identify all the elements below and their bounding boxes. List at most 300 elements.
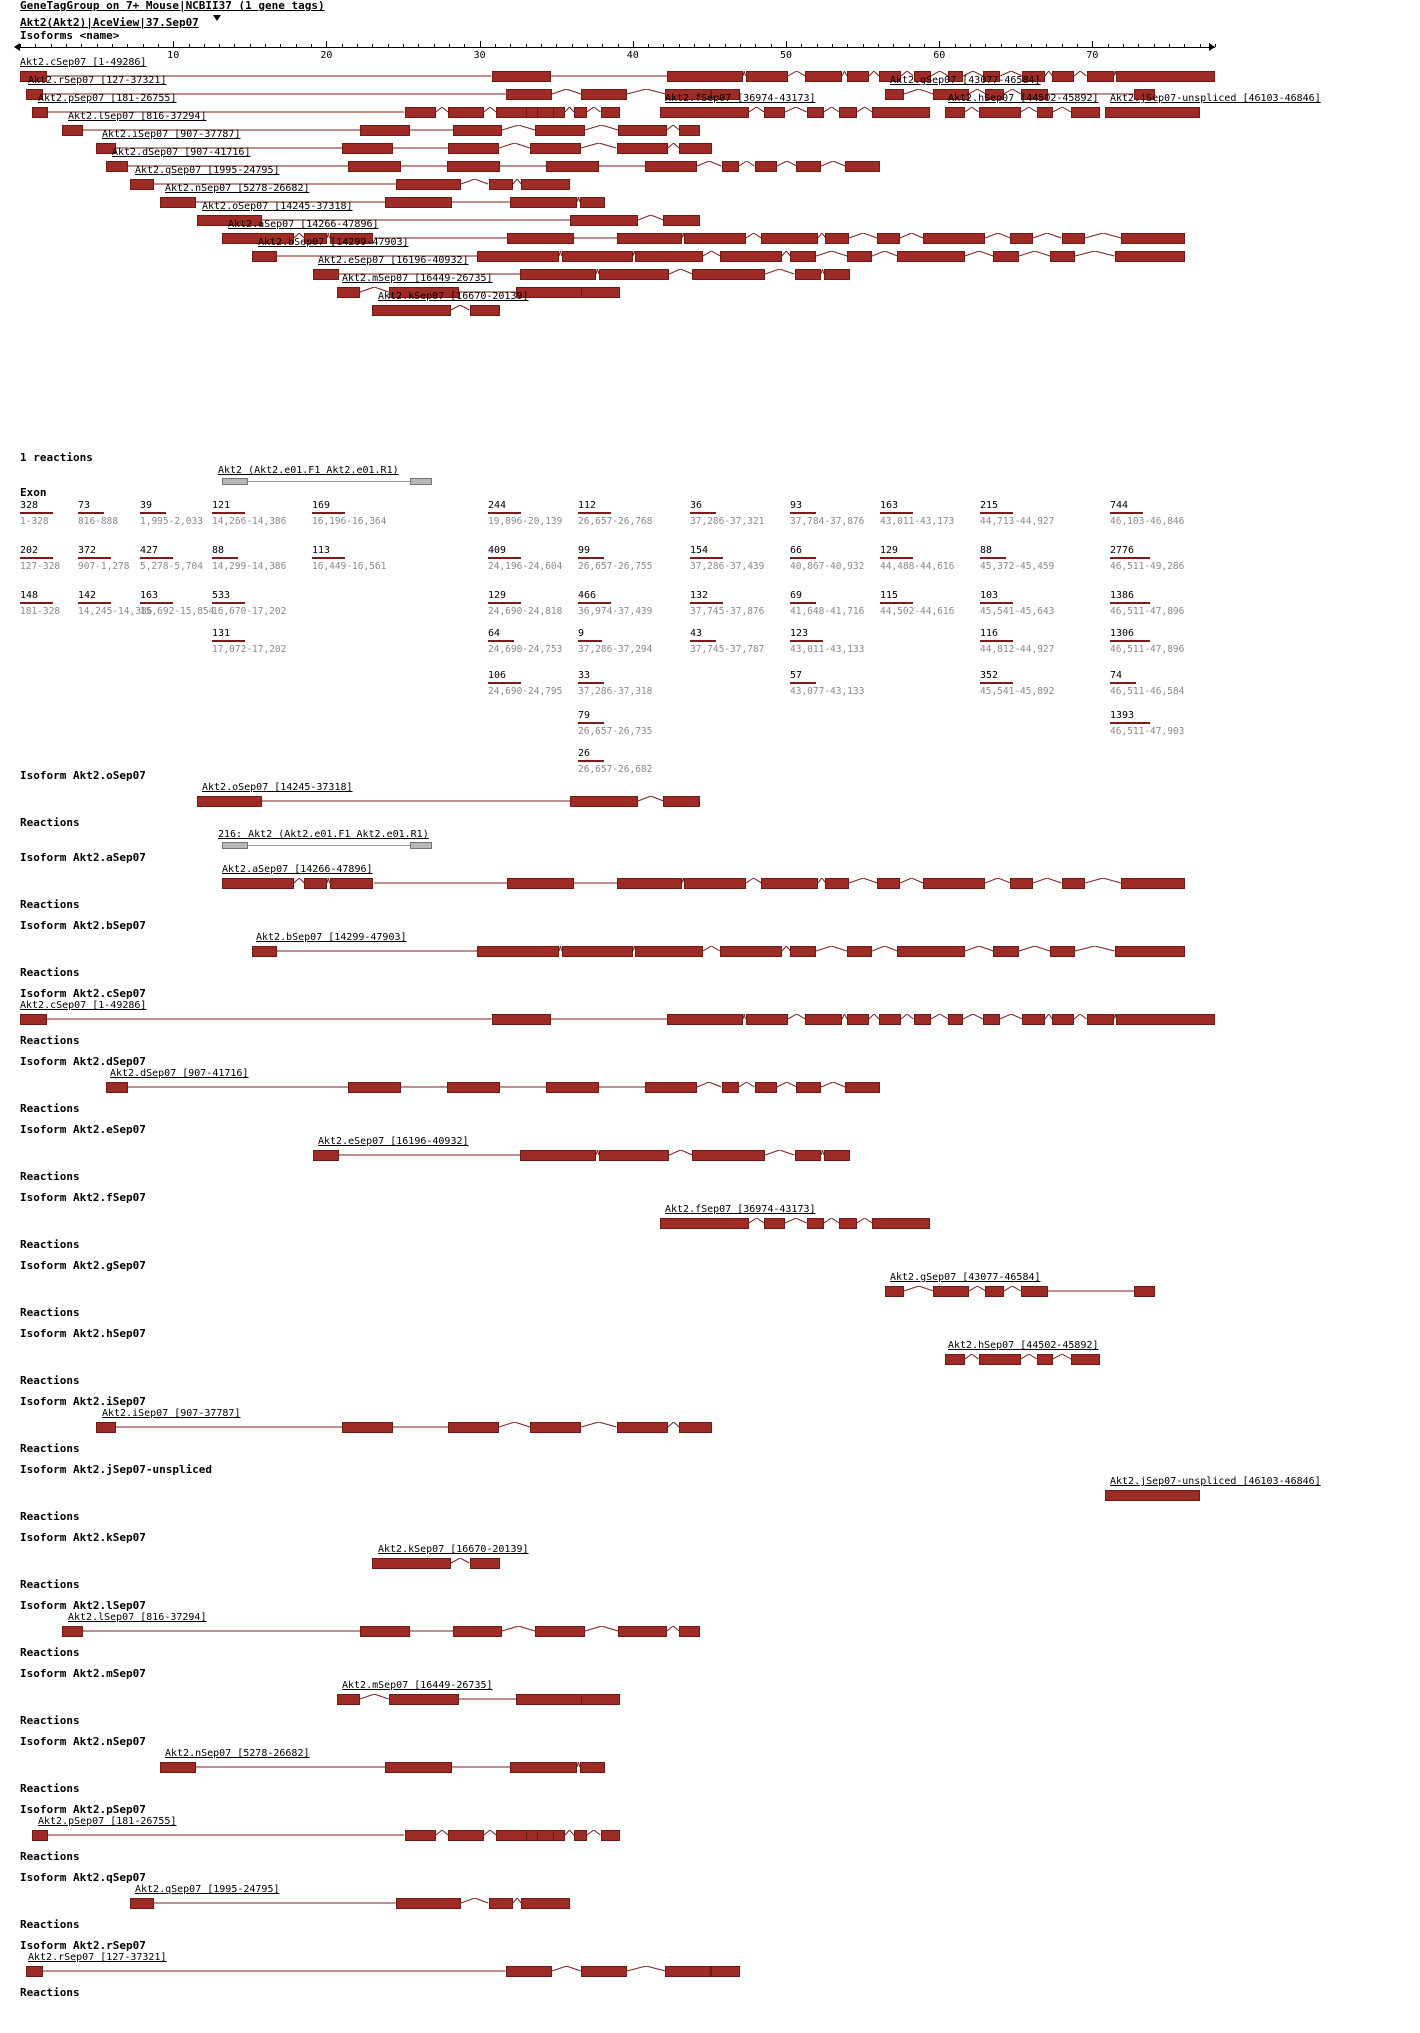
exon-box[interactable]	[983, 1014, 1000, 1025]
exon-box[interactable]	[618, 1626, 667, 1637]
exon-box[interactable]	[530, 1422, 581, 1433]
exon-box[interactable]	[1087, 1014, 1114, 1025]
exon-box[interactable]	[847, 251, 872, 262]
isoform-label[interactable]: Akt2.bSep07 [14299-47903]	[258, 237, 409, 248]
exon-box[interactable]	[635, 251, 703, 262]
exon-box[interactable]	[1052, 71, 1074, 82]
exon-box[interactable]	[645, 161, 698, 172]
exon-box[interactable]	[535, 125, 584, 136]
isoform-track[interactable]	[372, 304, 500, 317]
exon-box[interactable]	[993, 251, 1018, 262]
exon-box[interactable]	[722, 1082, 740, 1093]
exon-box[interactable]	[580, 197, 605, 208]
exon-box[interactable]	[805, 71, 842, 82]
exon-box[interactable]	[948, 1014, 963, 1025]
intron-line	[436, 107, 448, 113]
exon-box[interactable]	[847, 946, 872, 957]
exon-box[interactable]	[1050, 946, 1075, 957]
exon-box[interactable]	[570, 215, 638, 226]
exon-box[interactable]	[448, 107, 484, 118]
exon-box[interactable]	[521, 179, 570, 190]
isoform-label[interactable]: Akt2.lSep07 [816-37294]	[68, 1612, 207, 1623]
exon-box[interactable]	[645, 1082, 698, 1093]
exon-coordinates: 37,745-37,876	[690, 606, 765, 617]
exon-box[interactable]	[914, 1014, 931, 1025]
exon-box[interactable]	[993, 946, 1018, 957]
isoform-track[interactable]	[945, 106, 1100, 119]
exon-box[interactable]	[1052, 1014, 1074, 1025]
exon-box[interactable]	[20, 1014, 47, 1025]
exon-box[interactable]	[252, 946, 277, 957]
isoform-label[interactable]: Akt2.cSep07 [1-49286]	[20, 1000, 147, 1011]
exon-box[interactable]	[945, 107, 965, 118]
exon-box[interactable]	[222, 878, 294, 889]
isoform-label[interactable]: Akt2.gSep07 [43077-46584]	[890, 75, 1041, 86]
exon-box[interactable]	[1105, 1490, 1200, 1501]
exon-box[interactable]	[845, 161, 880, 172]
exon-coordinates: 44,488-44,616	[880, 561, 955, 572]
isoform-track[interactable]	[160, 1761, 605, 1774]
isoform-track[interactable]	[337, 1693, 620, 1706]
intron-line	[965, 1354, 978, 1360]
isoform-label[interactable]: Akt2.pSep07 [181-26755]	[38, 93, 177, 104]
exon-box[interactable]	[1121, 878, 1185, 889]
exon-box[interactable]	[526, 1830, 538, 1841]
isoform-label[interactable]: Akt2.iSep07 [907-37787]	[102, 129, 241, 140]
exon-box[interactable]	[489, 179, 513, 190]
exon-box[interactable]	[945, 1354, 965, 1365]
isoform-track[interactable]	[945, 1353, 1100, 1366]
exon-box[interactable]	[635, 946, 703, 957]
exon-coordinates: 24,690-24,818	[488, 606, 563, 617]
exon-box[interactable]	[1010, 233, 1033, 244]
exon-box[interactable]	[1121, 233, 1185, 244]
exon-box[interactable]	[790, 946, 815, 957]
isoform-track[interactable]	[130, 1897, 570, 1910]
exon-box[interactable]	[348, 161, 401, 172]
isoform-label[interactable]: Akt2.fSep07 [36974-43173]	[665, 1204, 816, 1215]
exon-box[interactable]	[342, 143, 393, 154]
reaction-label[interactable]: 216: Akt2 (Akt2.e01.F1 Akt2.e01.R1)	[218, 829, 429, 840]
exon-box[interactable]	[510, 1762, 577, 1773]
isoform-track[interactable]	[20, 1013, 1215, 1026]
exon-box[interactable]	[546, 161, 599, 172]
exon-box[interactable]	[32, 107, 48, 118]
exon-box[interactable]	[360, 125, 409, 136]
intron-line	[452, 1762, 510, 1768]
exon-box[interactable]	[617, 143, 668, 154]
isoform-track[interactable]	[660, 1217, 930, 1230]
exon-box[interactable]	[372, 305, 451, 316]
exon-box[interactable]	[679, 1422, 712, 1433]
exon-box[interactable]	[570, 796, 638, 807]
exon-box[interactable]	[32, 1830, 48, 1841]
exon-box[interactable]	[923, 878, 985, 889]
exon-box[interactable]	[807, 107, 824, 118]
intron-line	[1074, 71, 1086, 77]
exon-box[interactable]	[665, 1966, 711, 1977]
exon-box[interactable]	[1115, 251, 1185, 262]
intron-line	[277, 946, 477, 952]
exon-box[interactable]	[26, 1966, 43, 1977]
exon-box[interactable]	[62, 1626, 83, 1637]
exon-box[interactable]	[106, 161, 128, 172]
exon-box[interactable]	[761, 233, 817, 244]
exon-box[interactable]	[492, 1014, 551, 1025]
exon-box[interactable]	[581, 1966, 627, 1977]
exon-box[interactable]	[562, 251, 632, 262]
exon-box[interactable]	[923, 233, 985, 244]
isoform-track[interactable]	[197, 795, 700, 808]
exon-box[interactable]	[448, 1422, 499, 1433]
intron-line	[1019, 251, 1050, 257]
exon-box[interactable]	[506, 1966, 552, 1977]
exon-box[interactable]	[979, 1354, 1022, 1365]
exon-box[interactable]	[825, 233, 848, 244]
intron-line	[552, 1966, 581, 1972]
exon-box[interactable]	[396, 1898, 461, 1909]
intron-line	[816, 946, 847, 952]
exon-box[interactable]	[510, 197, 577, 208]
exon-box[interactable]	[405, 1830, 436, 1841]
exon-box[interactable]	[553, 1830, 565, 1841]
exon-box[interactable]	[389, 1694, 459, 1705]
intron-line	[669, 1150, 692, 1156]
exon-box[interactable]	[825, 878, 848, 889]
exon-coordinates: 16,670-17,202	[212, 606, 287, 617]
exon-box[interactable]	[1134, 1286, 1155, 1297]
exon-box[interactable]	[396, 179, 461, 190]
isoform-track[interactable]	[372, 1557, 500, 1570]
exon-box[interactable]	[824, 1150, 850, 1161]
isoform-label[interactable]: Akt2.fSep07 [36974-43173]	[665, 93, 816, 104]
exon-box[interactable]	[581, 287, 620, 298]
exon-box[interactable]	[197, 796, 262, 807]
exon-box[interactable]	[562, 946, 632, 957]
isoform-label[interactable]: Akt2.bSep07 [14299-47903]	[256, 932, 407, 943]
isoform-track[interactable]	[222, 877, 1185, 890]
exon-box[interactable]	[130, 1898, 154, 1909]
isoform-label[interactable]: Akt2.kSep07 [16670-20139]	[378, 291, 529, 302]
exon-box[interactable]	[1022, 1014, 1044, 1025]
exon-box[interactable]	[1105, 107, 1200, 118]
exon-box[interactable]	[872, 1218, 930, 1229]
exon-box[interactable]	[1062, 233, 1085, 244]
exon-box[interactable]	[885, 89, 904, 100]
isoform-label[interactable]: Akt2.mSep07 [16449-26735]	[342, 273, 493, 284]
exon-box[interactable]	[824, 269, 850, 280]
isoform-label[interactable]: Akt2.jSep07-unspliced [46103-46846]	[1110, 93, 1321, 104]
isoform-label[interactable]: Akt2.hSep07 [44502-45892]	[948, 1340, 1099, 1351]
exon-box[interactable]	[348, 1082, 401, 1093]
exon-box[interactable]	[618, 125, 667, 136]
exon-box[interactable]	[660, 1218, 749, 1229]
exon-coordinates: 127-328	[20, 561, 61, 572]
exon-box[interactable]	[62, 125, 83, 136]
exon-box[interactable]	[1021, 1286, 1048, 1297]
isoform-track[interactable]	[1105, 1489, 1200, 1502]
isoform-label[interactable]: Akt2.rSep07 [127-37321]	[28, 1952, 167, 1963]
exon-box[interactable]	[470, 1558, 500, 1569]
reaction-primer-box[interactable]	[222, 842, 248, 849]
exon-box[interactable]	[722, 161, 740, 172]
reactions-subheading: Reactions	[20, 816, 80, 829]
exon-coordinates: 16,449-16,561	[312, 561, 387, 572]
isoform-label[interactable]: Akt2.eSep07 [16196-40932]	[318, 255, 469, 266]
exon-box[interactable]	[795, 1150, 821, 1161]
exon-box[interactable]	[448, 143, 499, 154]
intron-line	[668, 143, 679, 149]
isoform-label[interactable]: Akt2.oSep07 [14245-37318]	[202, 201, 353, 212]
exon-box[interactable]	[574, 107, 587, 118]
exon-box[interactable]	[1062, 878, 1085, 889]
exon-box[interactable]	[520, 269, 596, 280]
intron-line	[901, 1014, 913, 1020]
exon-box[interactable]	[96, 1422, 116, 1433]
chevron-down-icon[interactable]	[213, 15, 221, 21]
isoform-track[interactable]	[32, 1829, 620, 1842]
exon-box[interactable]	[405, 107, 436, 118]
exon-box[interactable]	[684, 878, 746, 889]
isoform-label[interactable]: Akt2.qSep07 [1995-24795]	[135, 165, 280, 176]
isoform-label[interactable]: Akt2.pSep07 [181-26755]	[38, 1816, 177, 1827]
exon-box[interactable]	[160, 197, 196, 208]
exon-box[interactable]	[761, 878, 817, 889]
isoform-label[interactable]: Akt2.iSep07 [907-37787]	[102, 1408, 241, 1419]
exon-box[interactable]	[601, 1830, 620, 1841]
exon-box[interactable]	[535, 1626, 584, 1637]
exon-box[interactable]	[897, 946, 965, 957]
exon-box[interactable]	[489, 1898, 513, 1909]
exon-box[interactable]	[796, 161, 820, 172]
exon-box[interactable]	[795, 269, 821, 280]
isoform-label[interactable]: Akt2.rSep07 [127-37321]	[28, 75, 167, 86]
isoform-section-heading: Isoform Akt2.nSep07	[20, 1735, 146, 1748]
exon-box[interactable]	[337, 287, 360, 298]
exon-box[interactable]	[492, 71, 551, 82]
exon-box[interactable]	[360, 1626, 409, 1637]
exon-box[interactable]	[385, 1762, 452, 1773]
exon-coordinates: 46,511-49,286	[1110, 561, 1185, 572]
exon-box[interactable]	[160, 1762, 196, 1773]
exon-box[interactable]	[1116, 1014, 1215, 1025]
exon-box[interactable]	[130, 179, 154, 190]
exon-box[interactable]	[521, 1898, 570, 1909]
exon-box[interactable]	[720, 251, 782, 262]
isoform-track[interactable]	[885, 1285, 1155, 1298]
exon-box[interactable]	[313, 1150, 339, 1161]
exon-box[interactable]	[507, 878, 574, 889]
isoform-track[interactable]	[1105, 106, 1200, 119]
exon-box[interactable]	[872, 107, 930, 118]
isoform-label[interactable]: Akt2.oSep07 [14245-37318]	[202, 782, 353, 793]
exon-box[interactable]	[807, 1218, 824, 1229]
exon-box[interactable]	[448, 1830, 484, 1841]
exon-box[interactable]	[581, 1694, 620, 1705]
intron-line	[638, 796, 663, 802]
isoform-label[interactable]: Akt2.lSep07 [816-37294]	[68, 111, 207, 122]
exon-box[interactable]	[447, 161, 500, 172]
exon-box[interactable]	[667, 1014, 744, 1025]
exon-box[interactable]	[839, 107, 856, 118]
exon-box[interactable]	[581, 89, 627, 100]
exon-box[interactable]	[933, 1286, 969, 1297]
intron-line	[410, 125, 453, 131]
exon-box[interactable]	[507, 233, 574, 244]
exon-box[interactable]	[526, 107, 538, 118]
exon-coordinates: 44,502-44,616	[880, 606, 955, 617]
exon-box[interactable]	[847, 71, 869, 82]
isoform-label[interactable]: Akt2.nSep07 [5278-26682]	[165, 183, 310, 194]
exon-box[interactable]	[599, 269, 669, 280]
exon-box[interactable]	[477, 251, 559, 262]
exon-box[interactable]	[877, 233, 900, 244]
exon-box[interactable]	[897, 251, 965, 262]
isoform-label[interactable]: Akt2.aSep07 [14266-47896]	[222, 864, 373, 875]
exon-box[interactable]	[985, 1286, 1004, 1297]
exon-box[interactable]	[790, 251, 815, 262]
exon-box[interactable]	[1050, 251, 1075, 262]
isoform-track[interactable]	[62, 1625, 700, 1638]
exon-box[interactable]	[372, 1558, 451, 1569]
exon-box[interactable]	[453, 1626, 502, 1637]
exon-box[interactable]	[617, 233, 681, 244]
exon-coordinates: 45,541-45,892	[980, 686, 1055, 697]
exon-box[interactable]	[304, 878, 327, 889]
isoform-track[interactable]	[96, 1421, 712, 1434]
exon-length-bar	[690, 557, 723, 559]
exon-box[interactable]	[1087, 71, 1114, 82]
exon-box[interactable]	[746, 71, 788, 82]
exon-box[interactable]	[553, 107, 565, 118]
exon-box[interactable]	[599, 1150, 669, 1161]
exon-box[interactable]	[574, 1830, 587, 1841]
exon-box[interactable]	[447, 1082, 500, 1093]
exon-box[interactable]	[385, 197, 452, 208]
isoform-label[interactable]: Akt2.kSep07 [16670-20139]	[378, 1544, 529, 1555]
exon-box[interactable]	[516, 1694, 584, 1705]
isoform-track[interactable]	[26, 1965, 740, 1978]
exon-length: 1386	[1110, 590, 1135, 601]
exon-box[interactable]	[847, 1014, 869, 1025]
exon-box[interactable]	[764, 107, 786, 118]
exon-box[interactable]	[506, 89, 552, 100]
exon-box[interactable]	[477, 946, 559, 957]
exon-box[interactable]	[470, 305, 500, 316]
exon-box[interactable]	[879, 1014, 901, 1025]
exon-box[interactable]	[679, 125, 700, 136]
exon-box[interactable]	[1037, 1354, 1053, 1365]
exon-box[interactable]	[660, 107, 749, 118]
isoform-label[interactable]: Akt2.dSep07 [907-41716]	[112, 147, 251, 158]
exon-box[interactable]	[617, 1422, 668, 1433]
exon-box[interactable]	[796, 1082, 820, 1093]
isoform-label[interactable]: Akt2.gSep07 [43077-46584]	[890, 1272, 1041, 1283]
exon-box[interactable]	[839, 1218, 856, 1229]
exon-box[interactable]	[755, 1082, 777, 1093]
exon-box[interactable]	[330, 878, 374, 889]
exon-length-bar	[140, 602, 173, 604]
isoform-label[interactable]: Akt2.nSep07 [5278-26682]	[165, 1748, 310, 1759]
exon-box[interactable]	[1037, 107, 1053, 118]
isoform-track[interactable]	[252, 945, 1185, 958]
exon-box[interactable]	[764, 1218, 786, 1229]
exon-box[interactable]	[530, 143, 581, 154]
exon-box[interactable]	[746, 1014, 788, 1025]
intron-line	[749, 1218, 764, 1224]
exon-box[interactable]	[601, 107, 620, 118]
exon-box[interactable]	[580, 1762, 605, 1773]
intron-line	[777, 161, 797, 167]
exon-box[interactable]	[453, 125, 502, 136]
exon-box[interactable]	[720, 946, 782, 957]
exon-box[interactable]	[692, 1150, 765, 1161]
exon-box[interactable]	[106, 1082, 128, 1093]
ruler-tick-minor	[1123, 44, 1124, 47]
reaction-primer-box[interactable]	[410, 842, 432, 849]
exon-box[interactable]	[979, 107, 1022, 118]
exon-box[interactable]	[845, 1082, 880, 1093]
exon-box[interactable]	[679, 1626, 700, 1637]
exon-box[interactable]	[337, 1694, 360, 1705]
isoform-label[interactable]: Akt2.hSep07 [44502-45892]	[948, 93, 1099, 104]
isoform-label[interactable]: Akt2.mSep07 [16449-26735]	[342, 1680, 493, 1691]
isoform-label[interactable]: Akt2.aSep07 [14266-47896]	[228, 219, 379, 230]
exon-box[interactable]	[877, 878, 900, 889]
isoform-track[interactable]	[106, 1081, 880, 1094]
exon-box[interactable]	[711, 1966, 740, 1977]
exon-box[interactable]	[313, 269, 339, 280]
isoform-label[interactable]: Akt2.eSep07 [16196-40932]	[318, 1136, 469, 1147]
exon-box[interactable]	[684, 233, 746, 244]
exon-box[interactable]	[1010, 878, 1033, 889]
exon-box[interactable]	[667, 71, 744, 82]
exon-box[interactable]	[679, 143, 712, 154]
exon-box[interactable]	[885, 1286, 904, 1297]
isoform-label[interactable]: Akt2.dSep07 [907-41716]	[110, 1068, 249, 1079]
isoform-section-heading: Isoform Akt2.mSep07	[20, 1667, 146, 1680]
exon-box[interactable]	[1115, 946, 1185, 957]
exon-length-bar	[578, 682, 604, 684]
exon-box[interactable]	[805, 1014, 842, 1025]
exon-box[interactable]	[663, 215, 700, 226]
exon-box[interactable]	[692, 269, 765, 280]
ruler-tick-minor	[909, 44, 910, 47]
intron-line	[500, 1082, 546, 1088]
exon-box[interactable]	[1116, 71, 1215, 82]
isoform-label[interactable]: Akt2.cSep07 [1-49286]	[20, 57, 147, 68]
exon-box[interactable]	[755, 161, 777, 172]
isoform-track[interactable]	[313, 1149, 850, 1162]
exon-box[interactable]	[520, 1150, 596, 1161]
isoform-label[interactable]: Akt2.qSep07 [1995-24795]	[135, 1884, 280, 1895]
exon-length: 148	[20, 590, 39, 601]
isoform-track[interactable]	[660, 106, 930, 119]
reactions-subheading: Reactions	[20, 1034, 80, 1047]
exon-box[interactable]	[252, 251, 277, 262]
exon-box[interactable]	[342, 1422, 393, 1433]
exon-box[interactable]	[546, 1082, 599, 1093]
exon-box[interactable]	[617, 878, 681, 889]
isoform-label[interactable]: Akt2.jSep07-unspliced [46103-46846]	[1110, 1476, 1321, 1487]
intron-line	[904, 1286, 933, 1292]
reaction-label[interactable]: Akt2 (Akt2.e01.F1 Akt2.e01.R1)	[218, 465, 399, 476]
intron-line	[821, 161, 845, 167]
exon-box[interactable]	[1071, 1354, 1100, 1365]
exon-length: 88	[980, 545, 993, 556]
exon-box[interactable]	[1071, 107, 1100, 118]
exon-box[interactable]	[663, 796, 700, 807]
